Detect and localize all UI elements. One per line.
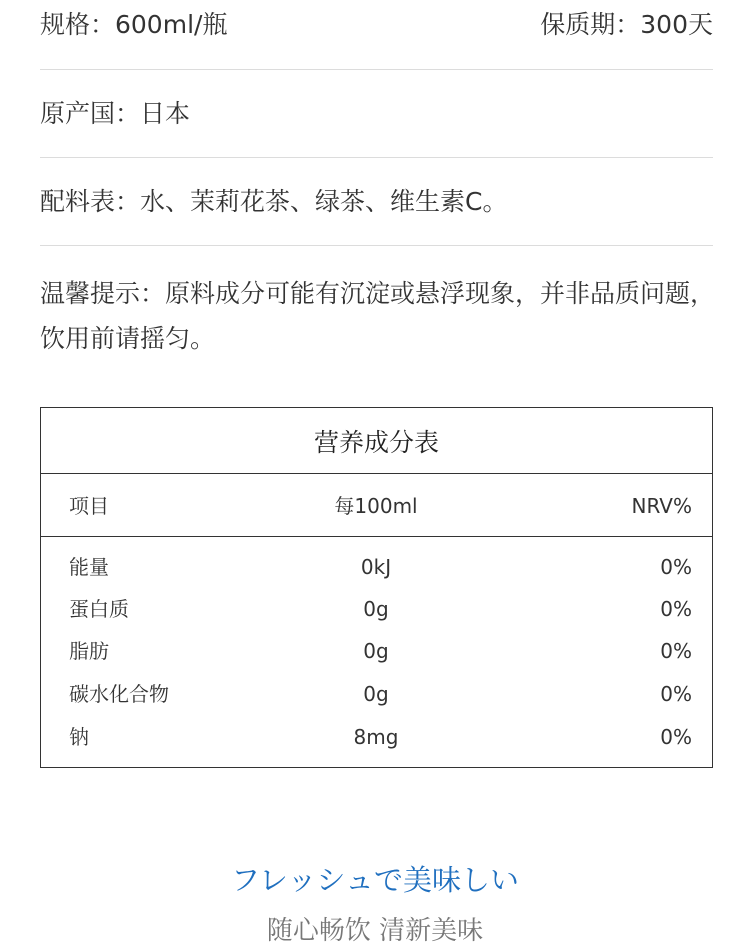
header-item: 项目 [69, 494, 109, 518]
nutrition-title: 营养成分表 [313, 427, 439, 457]
row-nrv: 0% [660, 682, 692, 706]
divider [40, 245, 713, 246]
table-divider [41, 473, 712, 474]
row-per-100ml: 0g [363, 639, 389, 663]
row-nrv: 0% [660, 725, 692, 749]
row-nrv: 0% [660, 555, 692, 579]
row-nrv: 0% [660, 639, 692, 663]
shelf-life-label: 保质期：300天 [540, 10, 713, 39]
spec-row [40, 9, 713, 41]
origin-row [40, 98, 713, 130]
header-nrv: NRV% [631, 494, 692, 518]
tips-text: 温馨提示：原料成分可能有沉淀或悬浮现象，并非品质问题，饮用前请摇匀。 [40, 279, 716, 353]
spec-label: 规格：600ml/瓶 [40, 10, 228, 39]
table-divider [41, 536, 712, 537]
row-per-100ml: 0g [363, 597, 389, 621]
row-item: 钠 [69, 725, 89, 749]
divider [40, 69, 713, 70]
row-item: 脂肪 [69, 639, 109, 663]
origin-label: 原产国：日本 [40, 99, 191, 128]
slogan-japanese: フレッシュで美味しい [231, 863, 519, 897]
row-nrv: 0% [660, 597, 692, 621]
ingredients-row [40, 186, 713, 218]
row-per-100ml: 0kJ [360, 555, 392, 579]
header-per-100ml: 每100ml [334, 494, 418, 518]
row-item: 碳水化合物 [69, 682, 169, 706]
nutrition-table [40, 407, 713, 768]
row-per-100ml: 8mg [353, 725, 399, 749]
divider [40, 157, 713, 158]
row-item: 蛋白质 [69, 597, 129, 621]
row-item: 能量 [69, 555, 109, 579]
slogan-chinese: 随心畅饮 清新美味 [266, 916, 484, 946]
row-per-100ml: 0g [363, 682, 389, 706]
ingredients-label: 配料表：水、茉莉花茶、绿茶、维生素C。 [40, 187, 508, 216]
